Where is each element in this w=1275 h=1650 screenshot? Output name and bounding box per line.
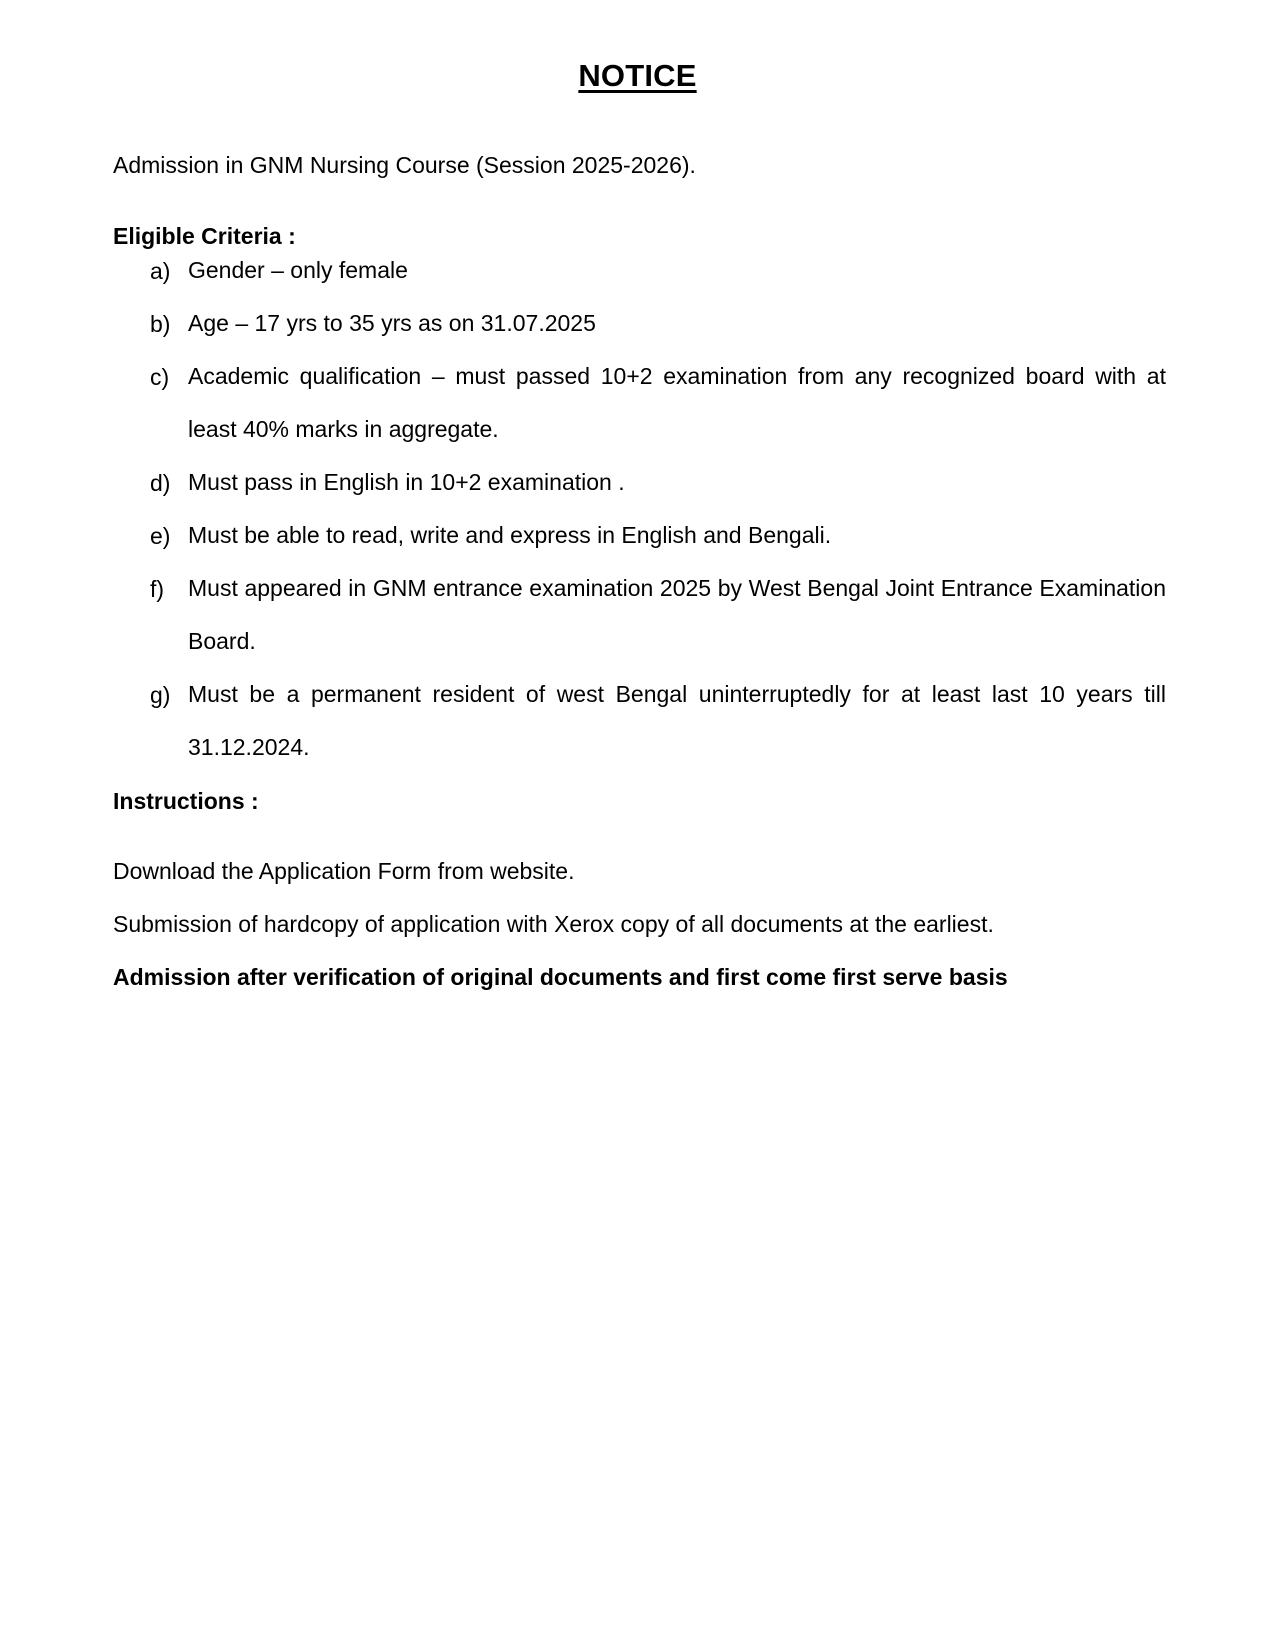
criteria-item-gender: Gender – only female — [188, 257, 408, 283]
instruction-download: Download the Application Form from website. — [113, 858, 575, 884]
criteria-item-entrance: Must appeared in GNM entrance examination 2025 by West Bengal Joint Entrance Examination Board. — [188, 575, 1166, 654]
criteria-label-f: f) — [150, 576, 165, 602]
notice-title: NOTICE — [578, 58, 697, 93]
criteria-label-e: e) — [150, 523, 171, 549]
instructions-heading: Instructions : — [113, 788, 259, 814]
criteria-heading: Eligible Criteria : — [113, 223, 296, 249]
criteria-label-c: c) — [150, 364, 170, 390]
criteria-label-a: a) — [150, 258, 171, 284]
criteria-item-academic: Academic qualification – must passed 10+2 examination from any recognized board with at least 40% marks in aggregate. — [188, 363, 1166, 442]
criteria-item-residency: Must be a permanent resident of west Bengal uninterruptedly for at least last 10 years till 31.12.2024. — [188, 681, 1166, 760]
criteria-label-b: b) — [150, 311, 171, 337]
criteria-item-age: Age – 17 yrs to 35 yrs as on 31.07.2025 — [188, 310, 596, 336]
criteria-label-g: g) — [150, 682, 171, 708]
criteria-item-english: Must pass in English in 10+2 examination . — [188, 469, 625, 495]
criteria-label-d: d) — [150, 470, 171, 496]
criteria-item-language: Must be able to read, write and express in English and Bengali. — [188, 522, 832, 548]
final-note: Admission after verification of original documents and first come first serve basis — [113, 964, 1008, 990]
notice-subject: Admission in GNM Nursing Course (Session 2025-2026). — [113, 152, 696, 178]
instruction-submission: Submission of hardcopy of application with Xerox copy of all documents at the earliest. — [113, 911, 994, 937]
